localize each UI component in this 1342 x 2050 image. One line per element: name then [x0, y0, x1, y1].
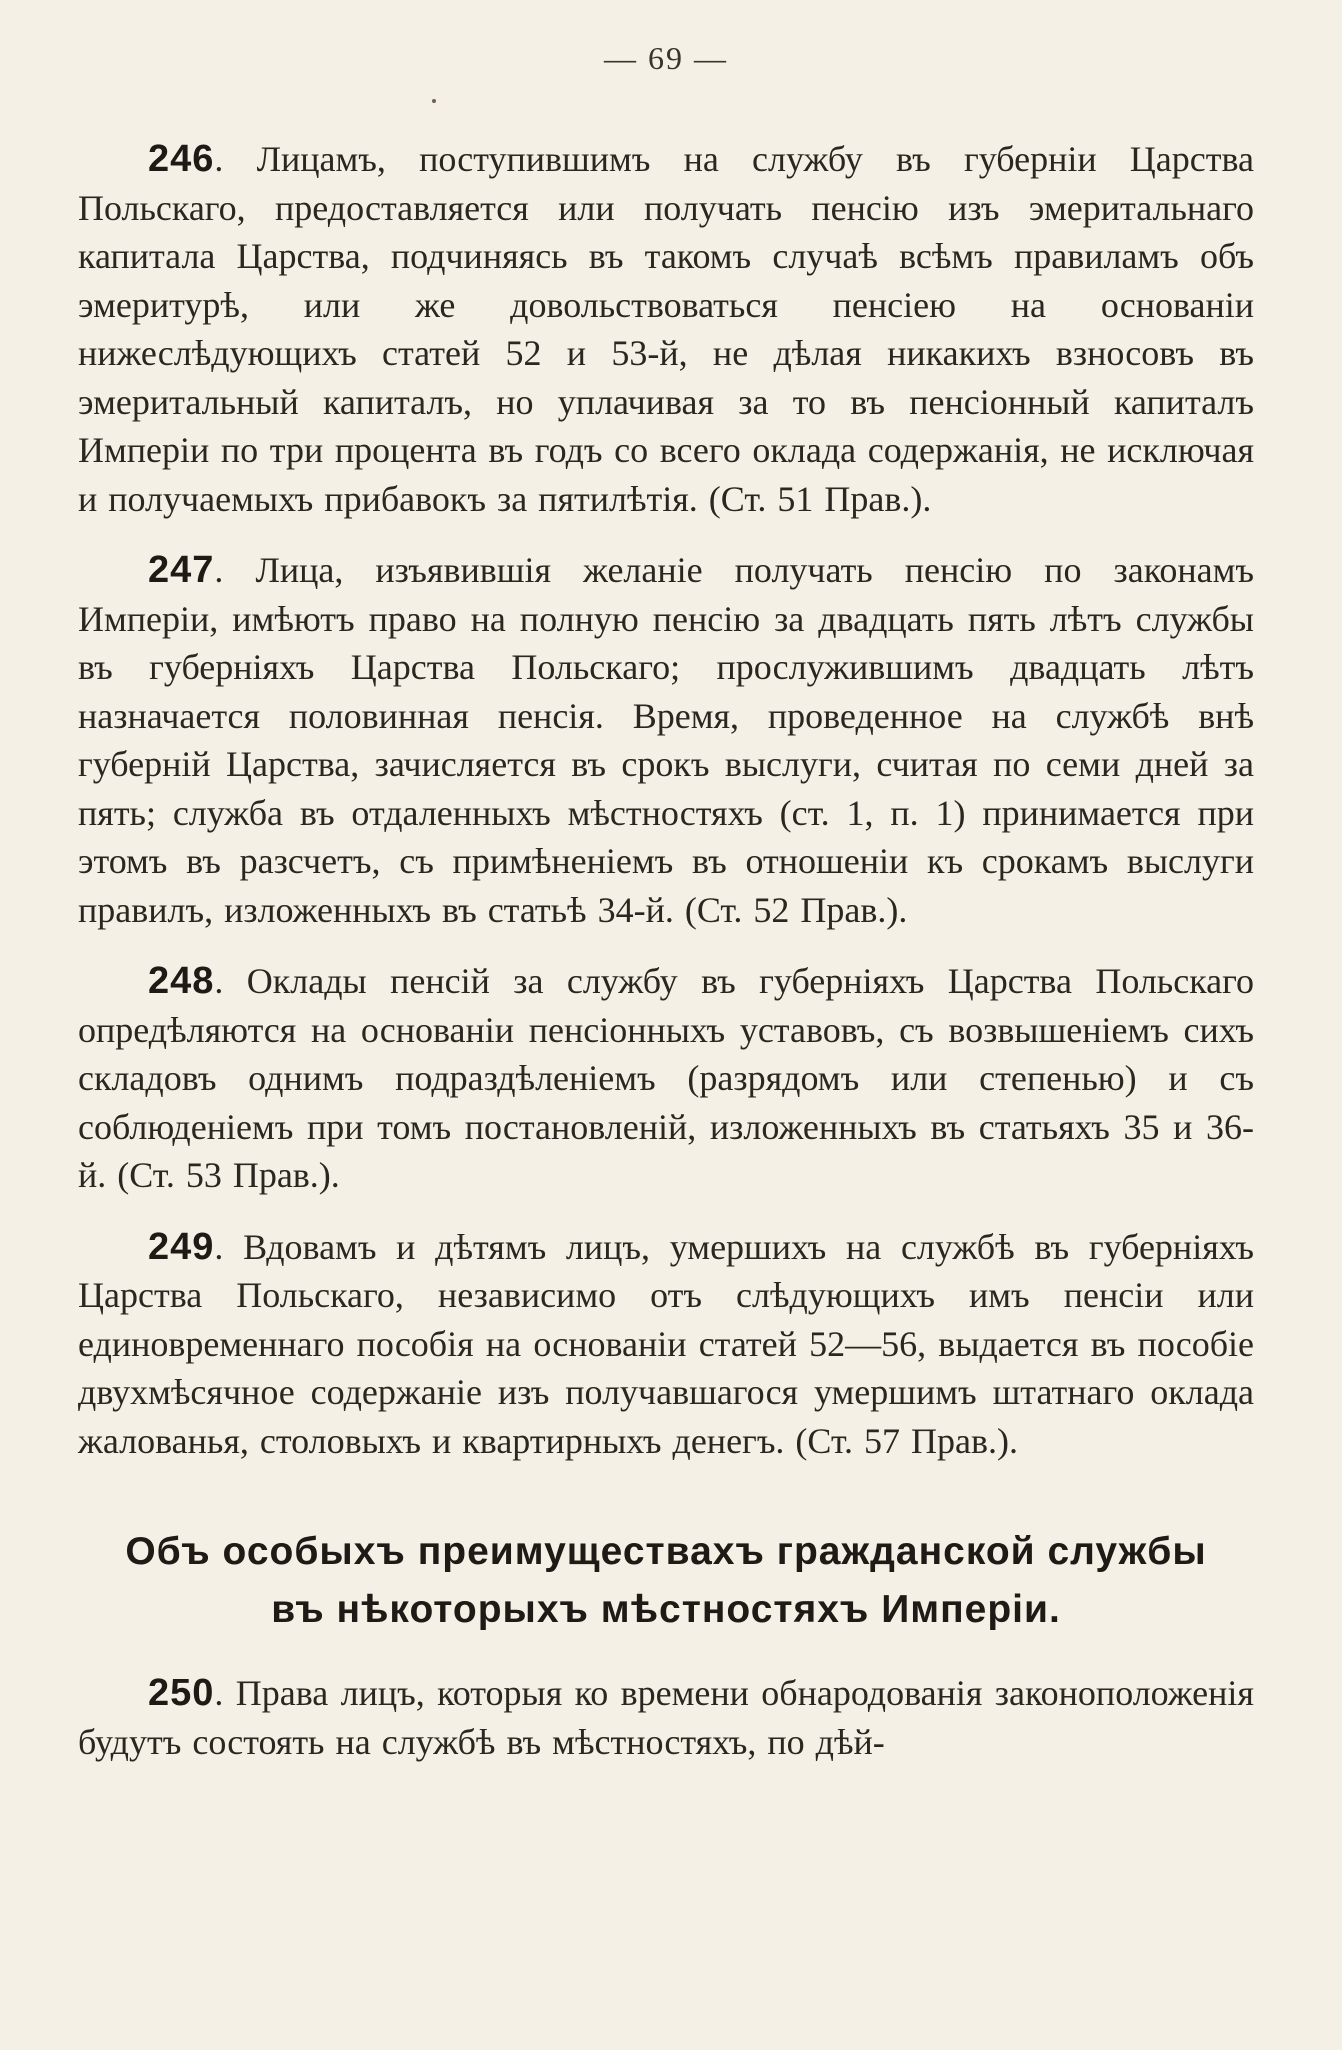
article-text: . Права лицъ, которыя ко времени обнародованія законоположенія будутъ состоять на службѣ въ мѣстностяхъ, по дѣй-	[78, 1673, 1254, 1762]
article-246	[78, 135, 1254, 523]
document-page	[78, 40, 1254, 1789]
article-number: 247	[148, 549, 215, 591]
article-249	[78, 1223, 1254, 1466]
article-text: . Лица, изъявившія желаніе получать пенсію по законамъ Имперіи, имѣютъ право на полную пенсію за двадцать пять лѣтъ службы въ губерніяхъ Царства Польскаго; прослужившимъ двадцать лѣтъ назначается половинная пенсія. Время, проведенное на службѣ внѣ губерній Царства, зачисляется въ срокъ выслуги, считая по семи дней за пять; служба въ отдаленныхъ мѣстностяхъ (ст. 1, п. 1) принимается при этомъ въ разсчетъ, съ примѣненіемъ въ отношеніи къ срокамъ выслуги правилъ, изложенныхъ въ статьѣ 34-й. (Ст. 52 Прав.).	[78, 550, 1254, 930]
article-247	[78, 546, 1254, 934]
article-number: 248	[148, 960, 215, 1002]
article-text: . Вдовамъ и дѣтямъ лицъ, умершихъ на службѣ въ губерніяхъ Царства Польскаго, независимо отъ слѣдующихъ имъ пенсіи или единовременнаго пособія на основаніи статей 52—56, выдается въ пособіе двухмѣсячное содержаніе изъ получавшагося умершимъ штатнаго оклада жалованья, столовыхъ и квартирныхъ денегъ. (Ст. 57 Прав.).	[78, 1226, 1254, 1461]
article-text: . Лицамъ, поступившимъ на службу въ губерніи Царства Польскаго, предоставляется или получать пенсію изъ эмеритальнаго капитала Царства, подчиняясь въ такомъ случаѣ всѣмъ правиламъ объ эмеритурѣ, или же довольствоваться пенсіею на основаніи нижеслѣдующихъ статей 52 и 53-й, не дѣлая никакихъ взносовъ въ эмеритальный капиталъ, но уплачивая за то въ пенсіонный капиталъ Имперіи по три процента въ годъ со всего оклада содержанія, не исключая и получаемыхъ прибавокъ за пятилѣтія. (Ст. 51 Прав.).	[78, 139, 1254, 519]
article-number: 249	[148, 1225, 215, 1268]
article-number: 246	[148, 138, 215, 180]
page-number: — 69 —	[604, 40, 728, 76]
article-248	[78, 957, 1254, 1200]
article-250	[78, 1669, 1254, 1766]
section-heading: Объ особыхъ преимуществахъ гражданской службы въ нѣкоторыхъ мѣстностяхъ Имперіи.	[125, 1530, 1207, 1631]
article-number: 250	[148, 1672, 215, 1714]
article-text: . Оклады пенсій за службу въ губерніяхъ Царства Польскаго опредѣляются на основаніи пенсіонныхъ уставовъ, съ возвышеніемъ сихъ складовъ однимъ подраздѣленіемъ (разрядомъ или степенью) и съ соблюденіемъ при томъ постановленій, изложенныхъ въ статьяхъ 35 и 36-й. (Ст. 53 Прав.).	[78, 961, 1254, 1195]
